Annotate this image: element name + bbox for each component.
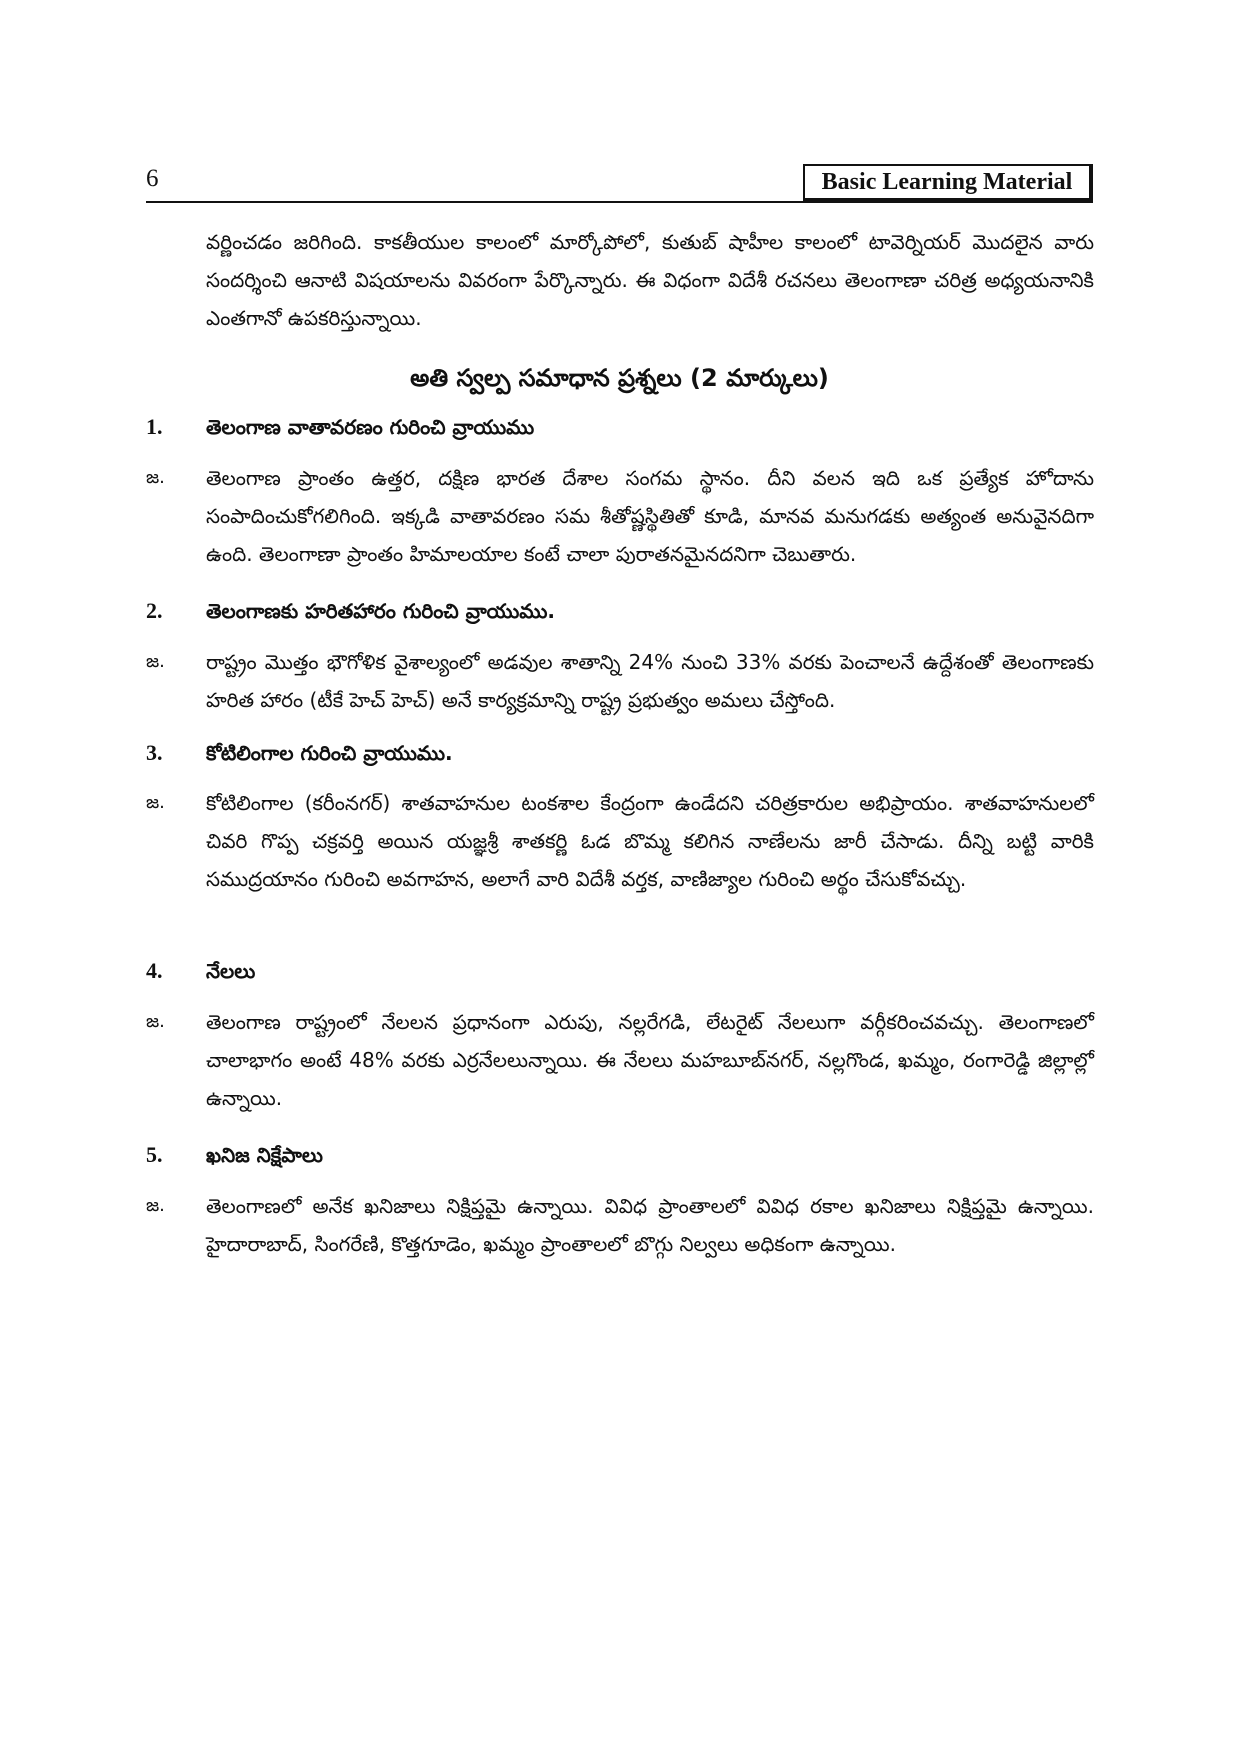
header-rule — [146, 201, 1093, 203]
answer-label: జ. — [146, 467, 165, 488]
answer-label: జ. — [146, 1195, 165, 1216]
question-number: 4. — [146, 958, 163, 983]
running-header-text: Basic Learning Material — [821, 168, 1073, 195]
answer-text: రాష్ట్రం మొత్తం భౌగోళిక వైశాల్యంలో అడవుల శాతాన్ని 24% నుంచి 33% వరకు పెంచాలనే ఉద్దేశంతో తెలంగాణకు హరిత హారం (టీకే హెచ్ హెచ్) అనే కార్యక్రమాన్ని రాష్ట్ర ప్రభుత్వం అమలు చేస్తోంది. — [206, 650, 1094, 712]
answer-text: తెలంగాణ ప్రాంతం ఉత్తర, దక్షిణ భారత దేశాల సంగమ స్థానం. దీని వలన ఇది ఒక ప్రత్యేక హోదాను సంపాదించుకోగలిగింది. ఇక్కడి వాతావరణం సమ శీతోష్ణస్థితితో కూడి, మానవ మనుగడకు అత్యంత అనువైనదిగా ఉంది. తెలంగాణా ప్రాంతం హిమాలయాల కంటే చాలా పురాతనమైనదనిగా చెబుతారు. — [206, 466, 1094, 566]
question-text: ఖనిజ నిక్షేపాలు — [206, 1143, 323, 1167]
question-text: తెలంగాణకు హరితహారం గురించి వ్రాయుము. — [206, 599, 555, 623]
question-number: 2. — [146, 598, 163, 623]
answer-label: జ. — [146, 651, 165, 672]
intro-paragraph: వర్ణించడం జరిగింది. కాకతీయుల కాలంలో మార్కోపోలో, కుతుబ్ షాహీల కాలంలో టావెర్నియర్ మొదలైన వారు సందర్శించి ఆనాటి విషయాలను వివరంగా పేర్కొన్నారు. ఈ విధంగా విదేశీ రచనలు తెలంగాణా చరిత్ర అధ్యయనానికి ఎంతగానో ఉపకరిస్తున్నాయి. — [206, 230, 1094, 330]
page-number: 6 — [146, 165, 159, 192]
answer-label: జ. — [146, 1011, 165, 1032]
question-number: 5. — [146, 1142, 163, 1167]
answer-label: జ. — [146, 792, 165, 813]
question-text: నేలలు — [206, 959, 256, 983]
question-text: తెలంగాణ వాతావరణం గురించి వ్రాయుము — [206, 415, 535, 439]
question-number: 1. — [146, 414, 163, 439]
answer-text: కోటిలింగాల (కరీంనగర్) శాతవాహనుల టంకశాల కేంద్రంగా ఉండేదని చరిత్రకారుల అభిప్రాయం. శాతవాహనులలో చివరి గొప్ప చక్రవర్తి అయిన యజ్ఞశ్రీ శాతకర్ణి ఓడ బొమ్మ కలిగిన నాణేలను జారీ చేసాడు. దీన్ని బట్టి వారికి సముద్రయానం గురించి అవగాహన, అలాగే వారి విదేశీ వర్తక, వాణిజ్యాల గురించి అర్థం చేసుకోవచ్చు. — [206, 791, 1094, 891]
answer-text: తెలంగాణ రాష్ట్రంలో నేలలన ప్రధానంగా ఎరుపు, నల్లరేగడి, లేటరైట్ నేలలుగా వర్గీకరించవచ్చు. తెలంగాణలో చాలాభాగం అంటే 48% వరకు ఎర్రనేలలున్నాయి. ఈ నేలలు మహబూబ్‌నగర్, నల్లగొండ, ఖమ్మం, రంగారెడ్డి జిల్లాల్లో ఉన్నాయి. — [206, 1010, 1094, 1110]
section-heading: అతి స్వల్ప సమాధాన ప్రశ్నలు (2 మార్కులు) — [410, 364, 829, 392]
answer-text: తెలంగాణలో అనేక ఖనిజాలు నిక్షిప్తమై ఉన్నాయి. వివిధ ప్రాంతాలలో వివిధ రకాల ఖనిజాలు నిక్షిప్తమై ఉన్నాయి. హైదారాబాద్, సింగరేణి, కొత్తగూడెం, ఖమ్మం ప్రాంతాలలో బొగ్గు నిల్వలు అధికంగా ఉన్నాయి. — [206, 1194, 1094, 1256]
running-header-title — [803, 164, 1093, 202]
question-number: 3. — [146, 740, 163, 765]
question-text: కోటిలింగాల గురించి వ్రాయుము. — [206, 741, 453, 765]
